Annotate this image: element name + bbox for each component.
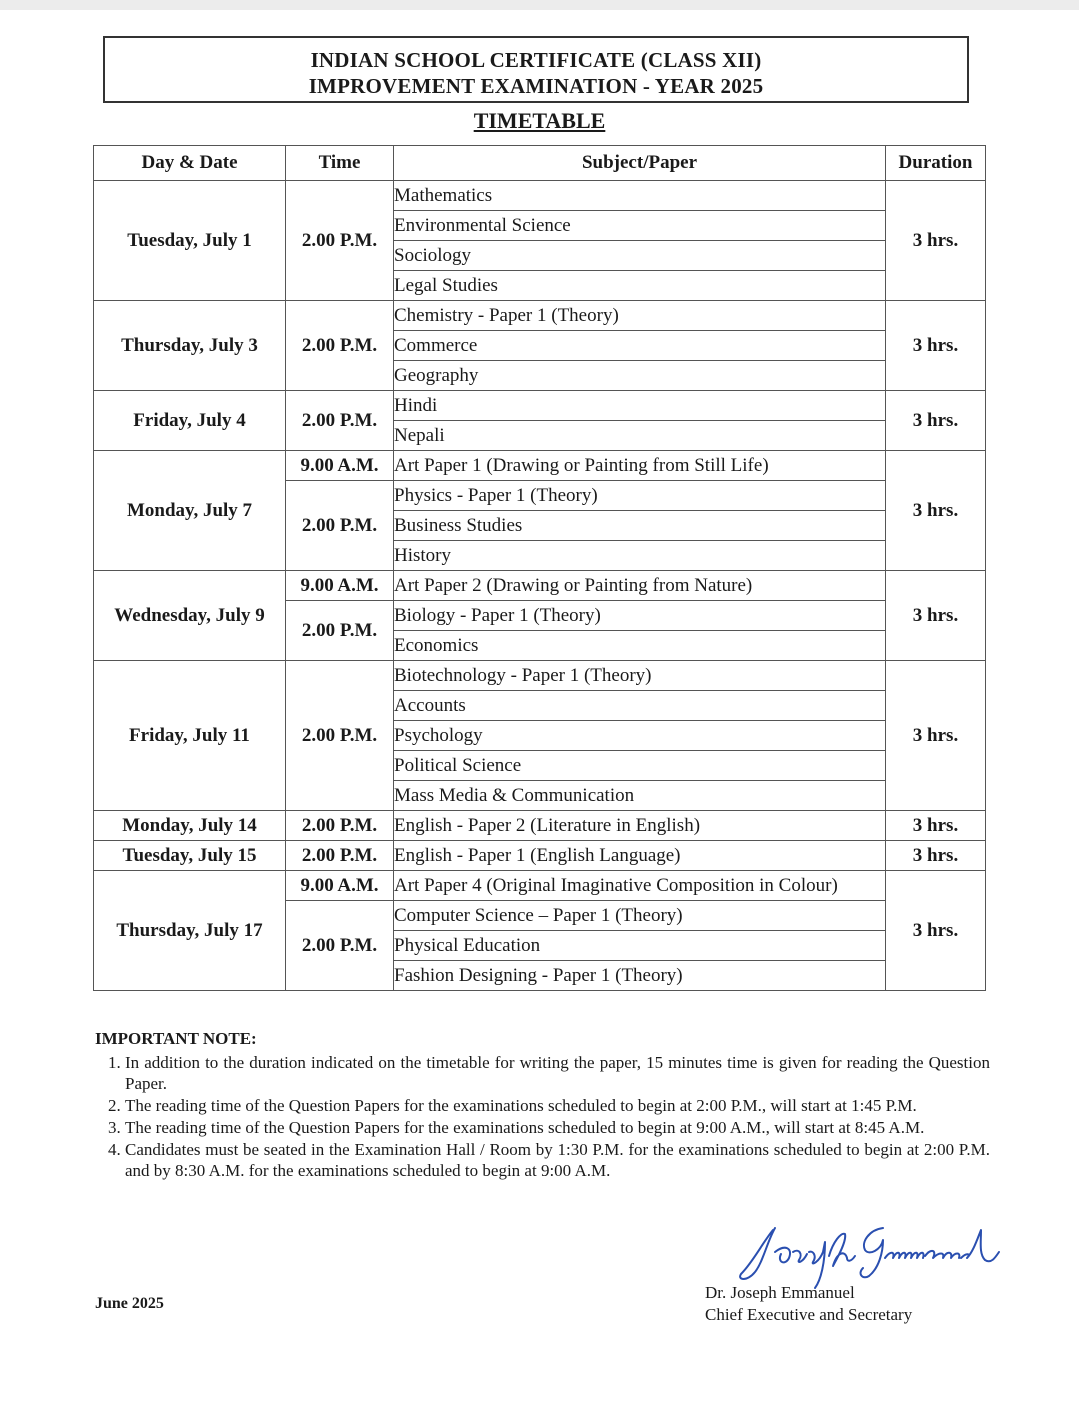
duration-cell: 3 hrs. bbox=[886, 871, 986, 991]
duration-cell: 3 hrs. bbox=[886, 451, 986, 571]
time-cell: 2.00 P.M. bbox=[286, 391, 394, 451]
table-row bbox=[94, 871, 986, 901]
table-row bbox=[94, 391, 986, 421]
table-row bbox=[94, 811, 986, 841]
table-row bbox=[94, 301, 986, 331]
important-notes bbox=[95, 1028, 990, 1182]
time-cell: 2.00 P.M. bbox=[286, 181, 394, 301]
subject-cell: English - Paper 2 (Literature in English) bbox=[394, 811, 886, 841]
day-date-cell: Friday, July 4 bbox=[94, 391, 286, 451]
time-cell: 2.00 P.M. bbox=[286, 601, 394, 661]
subject-cell: Biotechnology - Paper 1 (Theory) bbox=[394, 661, 886, 691]
subject-cell: Psychology bbox=[394, 721, 886, 751]
duration-cell: 3 hrs. bbox=[886, 841, 986, 871]
duration-cell: 3 hrs. bbox=[886, 181, 986, 301]
subject-cell: Legal Studies bbox=[394, 271, 886, 301]
subject-cell: Geography bbox=[394, 361, 886, 391]
table-row bbox=[94, 661, 986, 691]
subject-cell: Art Paper 4 (Original Imaginative Composition in Colour) bbox=[394, 871, 886, 901]
duration-cell: 3 hrs. bbox=[886, 301, 986, 391]
table-row bbox=[94, 181, 986, 211]
subject-cell: Mass Media & Communication bbox=[394, 781, 886, 811]
subject-cell: Biology - Paper 1 (Theory) bbox=[394, 601, 886, 631]
timetable-title: TIMETABLE bbox=[473, 108, 606, 133]
subject-cell: Mathematics bbox=[394, 181, 886, 211]
time-cell: 2.00 P.M. bbox=[286, 661, 394, 811]
timetable-body bbox=[94, 181, 986, 991]
subject-cell: Computer Science – Paper 1 (Theory) bbox=[394, 901, 886, 931]
col-header-duration: Duration bbox=[886, 146, 986, 181]
subject-cell: Environmental Science bbox=[394, 211, 886, 241]
time-cell: 2.00 P.M. bbox=[286, 901, 394, 991]
duration-cell: 3 hrs. bbox=[886, 391, 986, 451]
subject-cell: Business Studies bbox=[394, 511, 886, 541]
exam-header-box bbox=[103, 36, 969, 103]
notes-list bbox=[95, 1052, 990, 1181]
table-row bbox=[94, 841, 986, 871]
duration-cell: 3 hrs. bbox=[886, 571, 986, 661]
col-header-time: Time bbox=[286, 146, 394, 181]
time-cell: 2.00 P.M. bbox=[286, 481, 394, 571]
note-item: 1. In addition to the duration indicated on the timetable for writing the paper, 15 minutes time is given for reading the Question Paper. bbox=[125, 1052, 990, 1094]
col-header-subject: Subject/Paper bbox=[394, 146, 886, 181]
day-date-cell: Tuesday, July 15 bbox=[94, 841, 286, 871]
timetable-table bbox=[93, 145, 986, 991]
top-scan-strip bbox=[0, 0, 1079, 10]
note-item: 3. The reading time of the Question Papers for the examinations scheduled to begin at 9:00 A.M., will start at 8:45 A.M. bbox=[125, 1117, 990, 1138]
note-item: 4. Candidates must be seated in the Examination Hall / Room by 1:30 P.M. for the examinations scheduled to begin at 2:00 P.M. and by 8:30 A.M. for the examinations scheduled to begin at 9:00 A.M. bbox=[125, 1139, 990, 1181]
signatory-title: Chief Executive and Secretary bbox=[705, 1305, 913, 1324]
subject-cell: Art Paper 2 (Drawing or Painting from Nature) bbox=[394, 571, 886, 601]
subject-cell: Fashion Designing - Paper 1 (Theory) bbox=[394, 961, 886, 991]
subject-cell: Political Science bbox=[394, 751, 886, 781]
subject-cell: History bbox=[394, 541, 886, 571]
time-cell: 9.00 A.M. bbox=[286, 871, 394, 901]
signatory-name: Dr. Joseph Emmanuel bbox=[705, 1283, 855, 1302]
subject-cell: Physics - Paper 1 (Theory) bbox=[394, 481, 886, 511]
table-row bbox=[94, 571, 986, 601]
day-date-cell: Tuesday, July 1 bbox=[94, 181, 286, 301]
header-line-1: INDIAN SCHOOL CERTIFICATE (CLASS XII) bbox=[310, 48, 762, 72]
signatory-block bbox=[705, 1282, 912, 1326]
day-date-cell: Thursday, July 17 bbox=[94, 871, 286, 991]
duration-cell: 3 hrs. bbox=[886, 661, 986, 811]
subject-cell: Accounts bbox=[394, 691, 886, 721]
table-row bbox=[94, 451, 986, 481]
day-date-cell: Thursday, July 3 bbox=[94, 301, 286, 391]
col-header-day: Day & Date bbox=[94, 146, 286, 181]
table-header-row bbox=[94, 146, 986, 181]
duration-cell: 3 hrs. bbox=[886, 811, 986, 841]
subject-cell: Physical Education bbox=[394, 931, 886, 961]
subject-cell: Economics bbox=[394, 631, 886, 661]
note-item: 2. The reading time of the Question Papers for the examinations scheduled to begin at 2:00 P.M., will start at 1:45 P.M. bbox=[125, 1095, 990, 1116]
day-date-cell: Friday, July 11 bbox=[94, 661, 286, 811]
time-cell: 9.00 A.M. bbox=[286, 451, 394, 481]
time-cell: 2.00 P.M. bbox=[286, 811, 394, 841]
day-date-cell: Monday, July 7 bbox=[94, 451, 286, 571]
day-date-cell: Wednesday, July 9 bbox=[94, 571, 286, 661]
day-date-cell: Monday, July 14 bbox=[94, 811, 286, 841]
subject-cell: Nepali bbox=[394, 421, 886, 451]
subject-cell: Sociology bbox=[394, 241, 886, 271]
subject-cell: Art Paper 1 (Drawing or Painting from Still Life) bbox=[394, 451, 886, 481]
time-cell: 2.00 P.M. bbox=[286, 301, 394, 391]
subject-cell: Chemistry - Paper 1 (Theory) bbox=[394, 301, 886, 331]
time-cell: 2.00 P.M. bbox=[286, 841, 394, 871]
subject-cell: English - Paper 1 (English Language) bbox=[394, 841, 886, 871]
issue-date: June 2025 bbox=[95, 1295, 164, 1312]
time-cell: 9.00 A.M. bbox=[286, 571, 394, 601]
notes-heading: IMPORTANT NOTE: bbox=[95, 1029, 257, 1048]
subject-cell: Hindi bbox=[394, 391, 886, 421]
subject-cell: Commerce bbox=[394, 331, 886, 361]
header-line-2: IMPROVEMENT EXAMINATION - YEAR 2025 bbox=[308, 74, 764, 98]
